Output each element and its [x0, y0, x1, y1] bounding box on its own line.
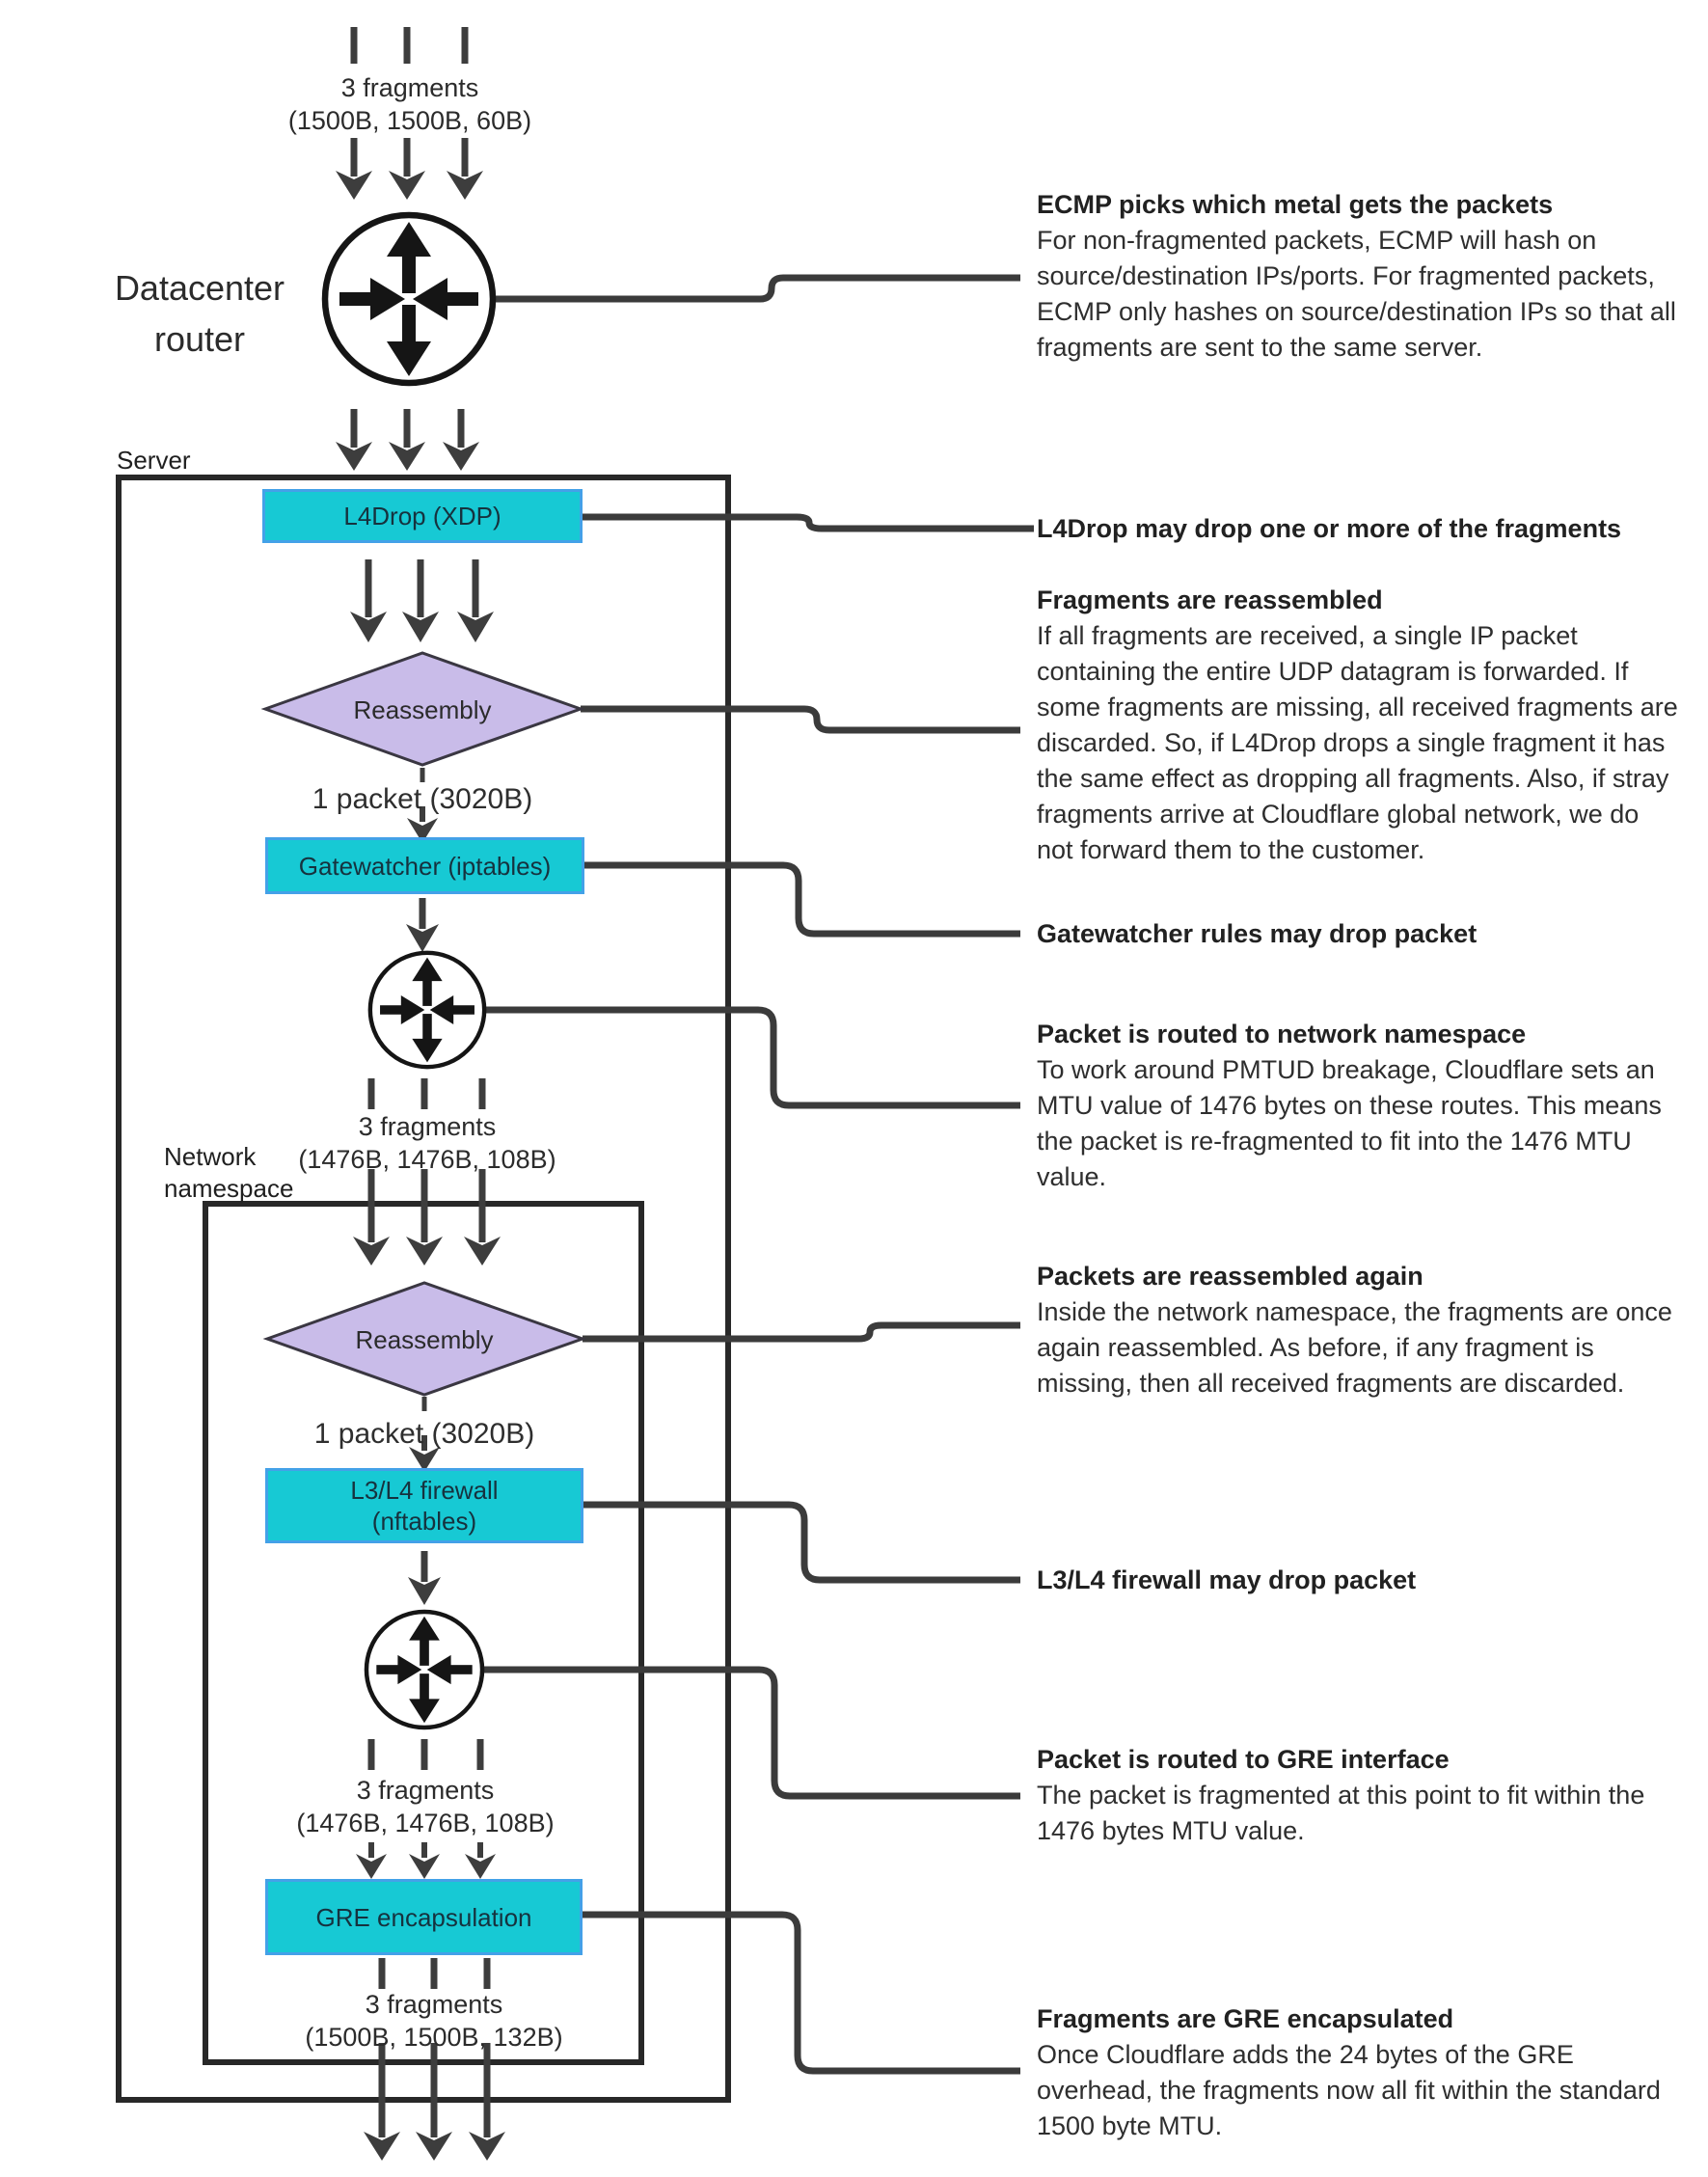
fragment-dash-icon: [431, 1958, 438, 1989]
gatewatcher-label: Gatewatcher (iptables): [298, 851, 552, 881]
l4drop-label: L4Drop (XDP): [343, 502, 502, 531]
down-arrow-icon: [409, 1842, 440, 1879]
down-arrow-icon: [457, 559, 494, 642]
reassembly1-label: Reassembly: [353, 695, 492, 724]
annotation-ecmp: [1037, 187, 1678, 366]
annotation-body: For non-fragmented packets, ECMP will hash on source/destination IPs/ports. For fragmented packets, ECMP only hashes on source/destination IPs so that all fragments are sent to the same server.: [1037, 226, 1676, 362]
connector-ecmp: [493, 278, 1020, 299]
down-arrow-icon: [353, 1169, 390, 1265]
fragment-dash-icon: [479, 1078, 486, 1109]
down-arrow-icon: [406, 1169, 443, 1265]
fragment-dash-icon: [421, 1739, 428, 1770]
connector-gatewatcher: [584, 865, 1020, 934]
annotation-heading: Gatewatcher rules may drop packet: [1037, 919, 1478, 948]
fragments-after-route-label: 3 fragments (1476B, 1476B, 108B): [298, 1112, 556, 1174]
down-arrow-icon: [406, 898, 439, 952]
annotation-heading: Packets are reassembled again: [1037, 1262, 1423, 1291]
server-box-label: Server: [117, 446, 191, 475]
datacenter-router-icon: [325, 215, 493, 383]
fragment-dash-icon: [368, 1078, 375, 1109]
fragment-dash-icon: [368, 1739, 375, 1770]
annotation-body: The packet is fragmented at this point to fit within the 1476 bytes MTU value.: [1037, 1781, 1645, 1845]
annotation-heading: L3/L4 firewall may drop packet: [1037, 1565, 1417, 1594]
fragment-dash-icon: [484, 1958, 491, 1989]
annotation-heading: L4Drop may drop one or more of the fragments: [1037, 514, 1622, 543]
down-arrow-icon: [336, 138, 372, 200]
annotation-routed-namespace: [1037, 1017, 1678, 1195]
reassembly2-label: Reassembly: [355, 1325, 494, 1354]
gre-node: [265, 1879, 583, 1955]
annotation-heading: Packet is routed to GRE interface: [1037, 1745, 1450, 1774]
router-icon: [370, 953, 484, 1067]
annotation-body: To work around PMTUD breakage, Cloudflare sets an MTU value of 1476 bytes on these routes. This means the packet is re-fragmented to fit into the 1476 MTU value.: [1037, 1055, 1662, 1191]
connector-reassembly1: [581, 709, 1020, 730]
connector-reassembly2: [583, 1325, 1020, 1339]
firewall-node: [265, 1468, 583, 1543]
annotation-heading: Fragments are GRE encapsulated: [1037, 2004, 1454, 2033]
down-arrow-icon: [443, 409, 479, 471]
down-arrow-icon: [408, 1551, 441, 1605]
down-arrow-icon: [350, 559, 387, 642]
gatewatcher-node: [265, 837, 584, 894]
fragments-before-gre-label: 3 fragments (1476B, 1476B, 108B): [296, 1776, 555, 1837]
datacenter-router-label: Datacenter router: [114, 268, 285, 359]
down-arrow-icon: [356, 1842, 387, 1879]
connector-l4drop: [583, 517, 1034, 529]
down-arrow-icon: [389, 138, 425, 200]
down-arrow-icon: [464, 1169, 501, 1265]
incoming-fragments-sizes: (1500B, 1500B, 60B): [287, 106, 532, 135]
fragment-dash-icon: [477, 1739, 484, 1770]
fragment-dash-icon: [404, 27, 411, 64]
annotation-body: Inside the network namespace, the fragments are once again reassembled. As before, if any fragment is missing, then all received fragments are discarded.: [1037, 1297, 1672, 1398]
fragment-dash-icon: [379, 1958, 386, 1989]
annotation-reassembled-again: [1037, 1259, 1678, 1401]
fragment-dash-icon: [421, 1078, 428, 1109]
annotation-gre-encapsulated: [1037, 2001, 1678, 2144]
firewall-label-line1: L3/L4 firewall: [350, 1476, 499, 1505]
connector-route-namespace: [484, 1010, 1020, 1105]
packet1-label: 1 packet (3020B): [312, 783, 533, 815]
down-arrow-icon: [336, 409, 372, 471]
router-icon: [366, 1612, 482, 1728]
firewall-label-line2: (nftables): [371, 1507, 477, 1536]
annotation-l4drop: [1037, 511, 1678, 547]
fragment-dash-icon: [422, 1397, 427, 1411]
network-namespace-label: Network namespace: [164, 1142, 294, 1203]
annotation-firewall: [1037, 1563, 1678, 1598]
gre-label: GRE encapsulation: [315, 1902, 532, 1932]
connector-gre: [583, 1915, 1020, 2071]
annotation-heading: Fragments are reassembled: [1037, 585, 1383, 614]
packet2-label: 1 packet (3020B): [313, 1418, 535, 1450]
down-arrow-icon: [465, 1842, 496, 1879]
annotation-heading: ECMP picks which metal gets the packets: [1037, 190, 1554, 219]
l4drop-node: [262, 489, 583, 543]
fragment-dash-icon: [462, 27, 469, 64]
annotation-reassembled: [1037, 583, 1678, 868]
annotation-routed-gre: [1037, 1742, 1678, 1849]
down-arrow-icon: [447, 138, 483, 200]
fragment-dash-icon: [351, 27, 358, 64]
incoming-fragments-label: [246, 71, 574, 137]
fragment-dash-icon: [420, 768, 425, 782]
fragments-after-gre-label: 3 fragments (1500B, 1500B, 132B): [305, 1990, 563, 2052]
annotation-body: If all fragments are received, a single IP packet containing the entire UDP datagram is forwarded. If some fragments are missing, all received fragments are discarded. So, if L4Drop drops a single fragment it has the same effect as dropping all fragments. Also, if stray fragments arrive at Cloudflare global network, we do not forward them to the customer.: [1037, 621, 1678, 864]
down-arrow-icon: [402, 559, 439, 642]
connector-firewall: [583, 1505, 1020, 1580]
incoming-fragments-count: 3 fragments: [340, 73, 479, 102]
annotation-heading: Packet is routed to network namespace: [1037, 1020, 1527, 1048]
down-arrow-icon: [389, 409, 425, 471]
annotation-gatewatcher: [1037, 916, 1678, 952]
annotation-body: Once Cloudflare adds the 24 bytes of the GRE overhead, the fragments now all fit within the standard 1500 byte MTU.: [1037, 2040, 1661, 2140]
